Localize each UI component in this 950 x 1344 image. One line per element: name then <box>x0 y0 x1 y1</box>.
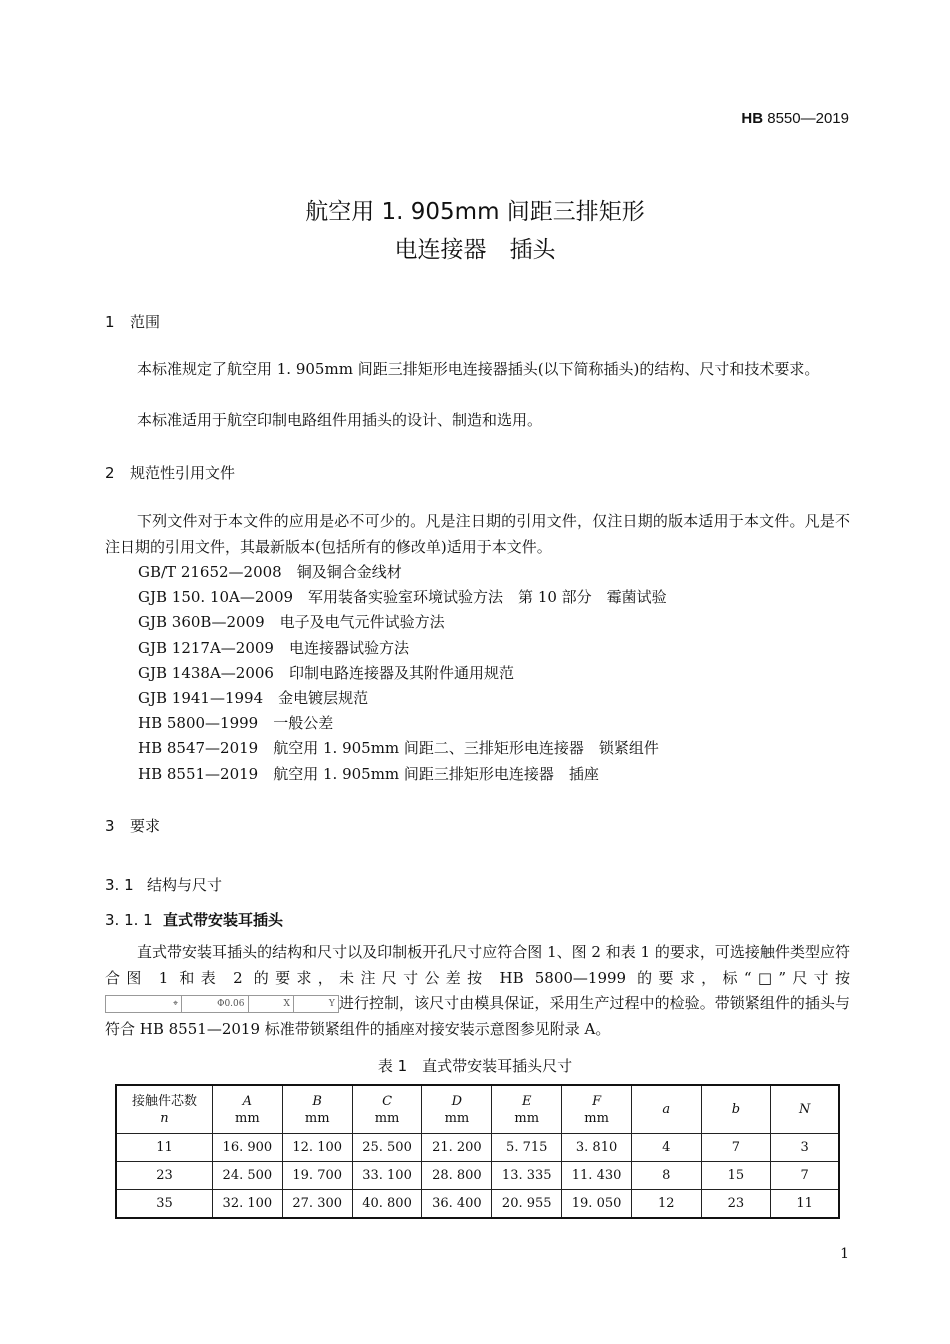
table-cell: 28. 800 <box>422 1162 492 1190</box>
paragraph-refs-intro: 下列文件对于本文件的应用是必不可少的。凡是注日期的引用文件，仅注日期的版本适用于本文件。凡是不注日期的引用文件，其最新版本(包括所有的修改单)适用于本文件。 <box>105 512 850 556</box>
table-cell: 27. 300 <box>282 1190 352 1219</box>
table-cell: 24. 500 <box>212 1162 282 1190</box>
table-cell: 23 <box>116 1162 212 1190</box>
table-cell: 3 <box>771 1134 839 1162</box>
table-cell: 23 <box>701 1190 771 1219</box>
table-cell: 21. 200 <box>422 1134 492 1162</box>
reference-item: HB 8551—2019 航空用 1. 905mm 间距三排矩形电连接器 插座 <box>138 764 599 783</box>
table-cell: 7 <box>701 1134 771 1162</box>
table-cell: 36. 400 <box>422 1190 492 1219</box>
table-cell: 8 <box>632 1162 702 1190</box>
table-header-cell: 接触件芯数 n <box>116 1085 212 1134</box>
table-header-cell: F mm <box>562 1085 632 1134</box>
table-cell: 25. 500 <box>352 1134 422 1162</box>
table-caption: 表 1 直式带安装耳插头尺寸 <box>377 1057 573 1075</box>
section-heading-2: 2 规范性引用文件 <box>105 464 236 482</box>
table-cell: 35 <box>116 1190 212 1219</box>
dimension-table <box>115 1084 840 1219</box>
table-cell: 3. 810 <box>562 1134 632 1162</box>
table-cell: 4 <box>632 1134 702 1162</box>
reference-item: GJB 1438A—2006 印制电路连接器及其附件通用规范 <box>138 663 514 682</box>
paragraph-3-1-1: 直式带安装耳插头的结构和尺寸以及印制板开孔尺寸应符合图 1、图 2 和表 1 的要求，可选接触件类型应符合图 1 和表 2 的要求，未注尺寸公差按 HB 5800—1999 的要求，标“□”尺寸按⌖ Φ0.06 X Y 进行控制，该尺寸由模具保证，采用生产过程中的检验。带锁紧组件的插头与符合 HB 8551—2019 标准带锁紧组件的插座对接安装示意图参见附录 A。 <box>105 943 850 1038</box>
table-cell: 32. 100 <box>212 1190 282 1219</box>
table-cell: 7 <box>771 1162 839 1190</box>
reference-item: HB 5800—1999 一般公差 <box>138 714 334 733</box>
table-cell: 11. 430 <box>562 1162 632 1190</box>
table-cell: 15 <box>701 1162 771 1190</box>
section-heading-3-1: 3. 1 结构与尺寸 <box>105 876 223 894</box>
section-heading-3: 3 要求 <box>105 817 161 835</box>
table-header-cell: B mm <box>282 1085 352 1134</box>
reference-item: GJB 1941—1994 金电镀层规范 <box>138 689 369 707</box>
table-cell: 19. 050 <box>562 1190 632 1219</box>
reference-item: GB/T 21652—2008 铜及铜合金线材 <box>138 563 402 581</box>
table-header-cell: E mm <box>492 1085 562 1134</box>
table-row <box>116 1162 839 1190</box>
table-cell: 40. 800 <box>352 1190 422 1219</box>
table-row <box>116 1190 839 1219</box>
table-cell: 16. 900 <box>212 1134 282 1162</box>
table-header-cell: A mm <box>212 1085 282 1134</box>
doc-title-line1: 航空用 1. 905mm 间距三排矩形 <box>305 199 645 225</box>
table-header-cell: C mm <box>352 1085 422 1134</box>
section-heading-3-1-1: 3. 1. 1 直式带安装耳插头 <box>105 911 284 929</box>
page-number: 1 <box>840 1246 849 1262</box>
reference-item: HB 8547—2019 航空用 1. 905mm 间距二、三排矩形电连接器 锁紧组件 <box>138 739 659 758</box>
section-heading-1: 1 范围 <box>105 313 161 331</box>
table-cell: 12 <box>632 1190 702 1219</box>
table-cell: 19. 700 <box>282 1162 352 1190</box>
reference-item: GJB 360B—2009 电子及电气元件试验方法 <box>138 613 445 632</box>
table-row <box>116 1134 839 1162</box>
table-header-cell: D mm <box>422 1085 492 1134</box>
paragraph-scope-1: 本标准规定了航空用 1. 905mm 间距三排矩形电连接器插头(以下简称插头)的结构、尺寸和技术要求。 <box>137 360 820 378</box>
table-cell: 33. 100 <box>352 1162 422 1190</box>
table-header-cell: b <box>701 1085 771 1134</box>
table-cell: 12. 100 <box>282 1134 352 1162</box>
table-cell: 11 <box>771 1190 839 1219</box>
table-cell: 11 <box>116 1134 212 1162</box>
table-header-cell: N <box>771 1085 839 1134</box>
standard-number: HB 8550—2019 <box>741 110 849 127</box>
table-cell: 20. 955 <box>492 1190 562 1219</box>
position-tolerance-symbol: ⌖ Φ0.06 X Y <box>105 995 339 1013</box>
table-cell: 5. 715 <box>492 1134 562 1162</box>
table-header-cell: a <box>632 1085 702 1134</box>
table-cell: 13. 335 <box>492 1162 562 1190</box>
reference-item: GJB 150. 10A—2009 军用装备实验室环境试验方法 第 10 部分 霉菌试验 <box>138 588 667 607</box>
reference-item: GJB 1217A—2009 电连接器试验方法 <box>138 638 409 657</box>
doc-title-line2: 电连接器 插头 <box>394 237 556 263</box>
paragraph-scope-2: 本标准适用于航空印制电路组件用插头的设计、制造和选用。 <box>137 411 543 429</box>
